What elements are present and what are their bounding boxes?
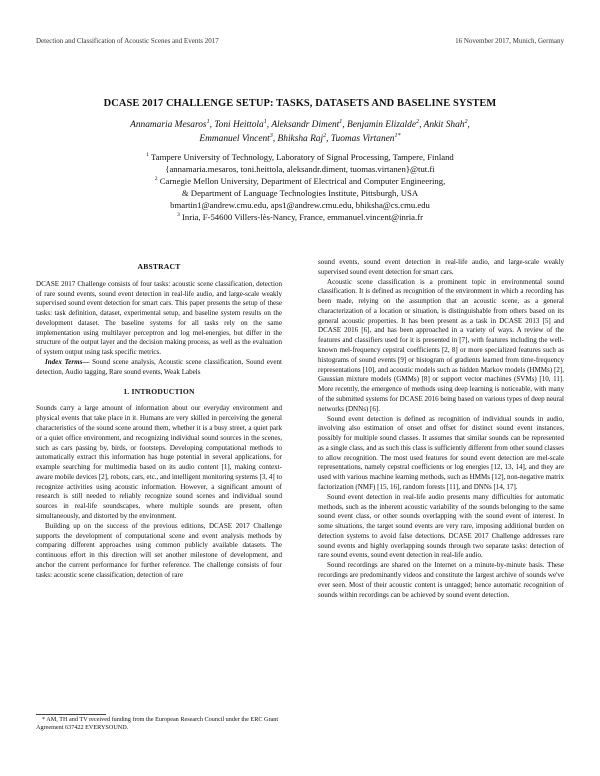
right-column: [318, 258, 564, 600]
affiliation-2: [40, 176, 560, 188]
affiliation-text: Carnegie Mellon University, Department of Electrical and Computer Engineering,: [159, 175, 446, 186]
right-paragraph-2: Sound event detection is defined as recognition of individual sounds in audio, involving also estimation of onset and offset for distinct sound event instances, possibly for multiple sound classes. It assumes that similar sounds can be represented as a single class, and as such this class is sufficiently different from other sound classes to allow recognition. The most used features for sound event detection are mel-scale representations, namely cepstral coefficients or log energies [12, 13, 14], and they are used with various machine learning methods, such as HMMs [12], non-negative matrix factorization (NMF) [15, 16], random forests [11], and DNNs [14, 17].: [318, 414, 565, 491]
author-name: Annamaria Mesaros: [130, 120, 207, 130]
author-affil-mark: 1: [263, 118, 267, 125]
author-affil-mark: 2: [323, 132, 327, 139]
author-name: Ankit Shah: [423, 120, 465, 130]
author-name: Benjamin Elizalde: [347, 120, 417, 130]
footnote-divider: [36, 714, 106, 715]
author-list: [40, 118, 560, 146]
running-header-right: 16 November 2017, Munich, Germany: [455, 37, 564, 45]
author-name: Tuomas Virtanen: [330, 134, 395, 144]
right-paragraph-3: Sound event detection in real-life audio presents many difficulties for automatic methods, such as the inherent acoustic variability of the sounds belonging to the same sound event class, or other sounds overlapping with the sound event of interest. In some situations, the target sound events are very rare, imposing additional burden on detection systems to avoid false detections. DCASE 2017 Challenge addresses rare sound events and highly overlapping sounds through two separate tasks: detection of rare sound events, sound event detection in real-life audio.: [318, 492, 564, 560]
abstract-text: DCASE 2017 Challenge consists of four tasks: acoustic scene classification, detection of rare sound events, sound event detection in real-life audio, and large-scale weakly supervised sound event detection for smart cars. This paper presents the setup of these tasks: task definition, dataset, experimental setup, and baseline system results on the development dataset. The baseline systems for all tasks rely on the same implementation using multilayer perceptron and log mel-energies, but differ in the structure of the output layer and the decision making process, as well as the evaluation of system output using task specific metrics.: [36, 279, 282, 357]
author-affil-mark: 1*: [394, 132, 401, 139]
affiliation-number: 2: [154, 175, 158, 182]
affiliation-2-emails: bmartin1@andrew.cmu.edu, aps1@andrew.cmu.edu, bhiksha@cs.cmu.edu: [170, 199, 430, 210]
author-affil-mark: 2: [416, 118, 420, 125]
right-paragraph-0: sound events, sound event detection in real-life audio, and large-scale weakly supervised sound event detection for smart cars.: [318, 258, 564, 276]
affiliation-number: 1: [146, 152, 150, 159]
spacer: [36, 378, 282, 387]
right-paragraph-4: Sound recordings are shared on the Internet on a minute-by-minute basis. These recordings are predominantly videos and constitute the largest archive of sounds we've ever seen. Most of their acoustic content is untagged; hence automatic recognition of sounds within recordings can be achieved by sound event detection.: [318, 561, 564, 599]
intro-paragraph-2: Building up on the success of the previous editions, DCASE 2017 Challenge supports the development of computational scene and event analysis methods by comparing different approaches using common publicly available datasets. The continuous effort in this direction will set another milestone of development, and anchor the current performance for further reference. The challenge consists of four tasks: acoustic scene classification, detection of rare: [36, 521, 282, 579]
running-header-left: Detection and Classification of Acoustic Scenes and Events 2017: [36, 37, 219, 45]
affiliation-text: Tampere University of Technology, Laboratory of Signal Processing, Tampere, Finland: [151, 152, 454, 162]
affiliation-1-emails: {annamaria.mesaros, toni.heittola, aleksandr.diment, tuomas.virtanen}@tut.fi: [165, 163, 435, 174]
introduction-heading: 1. INTRODUCTION: [123, 386, 195, 396]
author-line-2: Emmanuel Vincent$^3$, Bhiksha Raj$^2$, Tuomas Virtanen$^{1*}$: [199, 132, 401, 144]
intro-paragraph-1: Sounds carry a large amount of information about our everyday environment and physical events that take place in it. Humans are very skilled in perceiving the general characteristics of the sound scene around them, whether it is a busy street, a quiet park or a quiet office environment, and recognizing individual sound sources in the scenes, such as cars passing by, birds, or footsteps. Developing computational methods to automatically extract this information has huge potential in several applications, for example searching for multimedia based on its audio content [1], making context-aware mobile devices [2], robots, cars, etc., and intelligent monitoring systems [3, 4] to recognize activities using acoustic information. However, a significant amount of research is still needed to reliably recognize sound scenes and individual sound sources in real-life soundscapes, where multiple sounds are present, often simultaneously, and distorted by the environment.: [36, 404, 282, 520]
author-line-1: Annamaria Mesaros$^1$, Toni Heittola$^1$, Aleksandr Diment$^1$, Benjamin Elizalde$^2$, Ankit Shah$^2$,: [130, 118, 470, 130]
abstract-heading: ABSTRACT: [137, 262, 181, 271]
author-affil-mark: 3: [269, 132, 273, 139]
affiliation-2-dept: & Department of Language Technologies Institute, Pittsburgh, USA: [181, 187, 419, 198]
left-column: [36, 262, 282, 580]
author-affil-mark: 2: [464, 118, 468, 125]
author-affil-mark: 1: [206, 118, 210, 125]
author-name: Emmanuel Vincent: [199, 134, 270, 144]
paper-title: DCASE 2017 CHALLENGE SETUP: TASKS, DATASETS AND BASELINE SYSTEM: [103, 98, 497, 109]
index-terms-text: Sound scene analysis, Acoustic scene classification, Sound event detection, Audio tagging, Rare sound events, Weak Labels: [36, 358, 282, 376]
author-name: Toni Heittola: [214, 120, 264, 130]
index-terms: [36, 358, 282, 378]
affiliation-1: [40, 152, 560, 164]
index-terms-label: Index Terms—: [45, 358, 90, 367]
author-affil-mark: 1: [339, 118, 343, 125]
right-paragraph-1: Acoustic scene classification is a prominent topic in environmental sound classification. It is defined as recognition of the environment in which a recording has been made, relying on the assumption that an acoustic scene, as a general characterization of a location or situation, is distinguishable from others based on its general acoustic properties. It has been present as a task in DCASE 2013 [5] and DCASE 2016 [6], and has been approached in a variety of ways. A review of the features and classifiers used for it is presented in [7], with features including the well-known mel-frequency cepstral coefficients [2, 8] or more specialized features such as histograms of sound events [9] or histogram of gradients learned from time-frequency representations [10], and acoustic models such as hidden Markov models (HMMs) [2], Gaussian mixture models (GMMs) [8] or support vector machines (SVMs) [10, 11]. More recently, the emergence of methods using deep learning is noticeable, with many of the submitted systems for DCASE 2016 being based on various types of deep neural networks (DNNs) [6].: [318, 277, 564, 413]
affiliation-number: 3: [177, 211, 180, 218]
affiliation-3: [40, 212, 560, 224]
author-name: Bhiksha Raj: [277, 134, 324, 144]
footnote: * AM, TH and TV received funding from the European Research Council under the ERC Grant Agreement 637422 EVERYSOUND.: [36, 716, 279, 732]
author-name: Aleksandr Diment: [271, 120, 340, 130]
affiliation-text: Inria, F-54600 Villers-lès-Nancy, France, emmanuel.vincent@inria.fr: [182, 211, 423, 222]
affiliations: [40, 152, 560, 223]
